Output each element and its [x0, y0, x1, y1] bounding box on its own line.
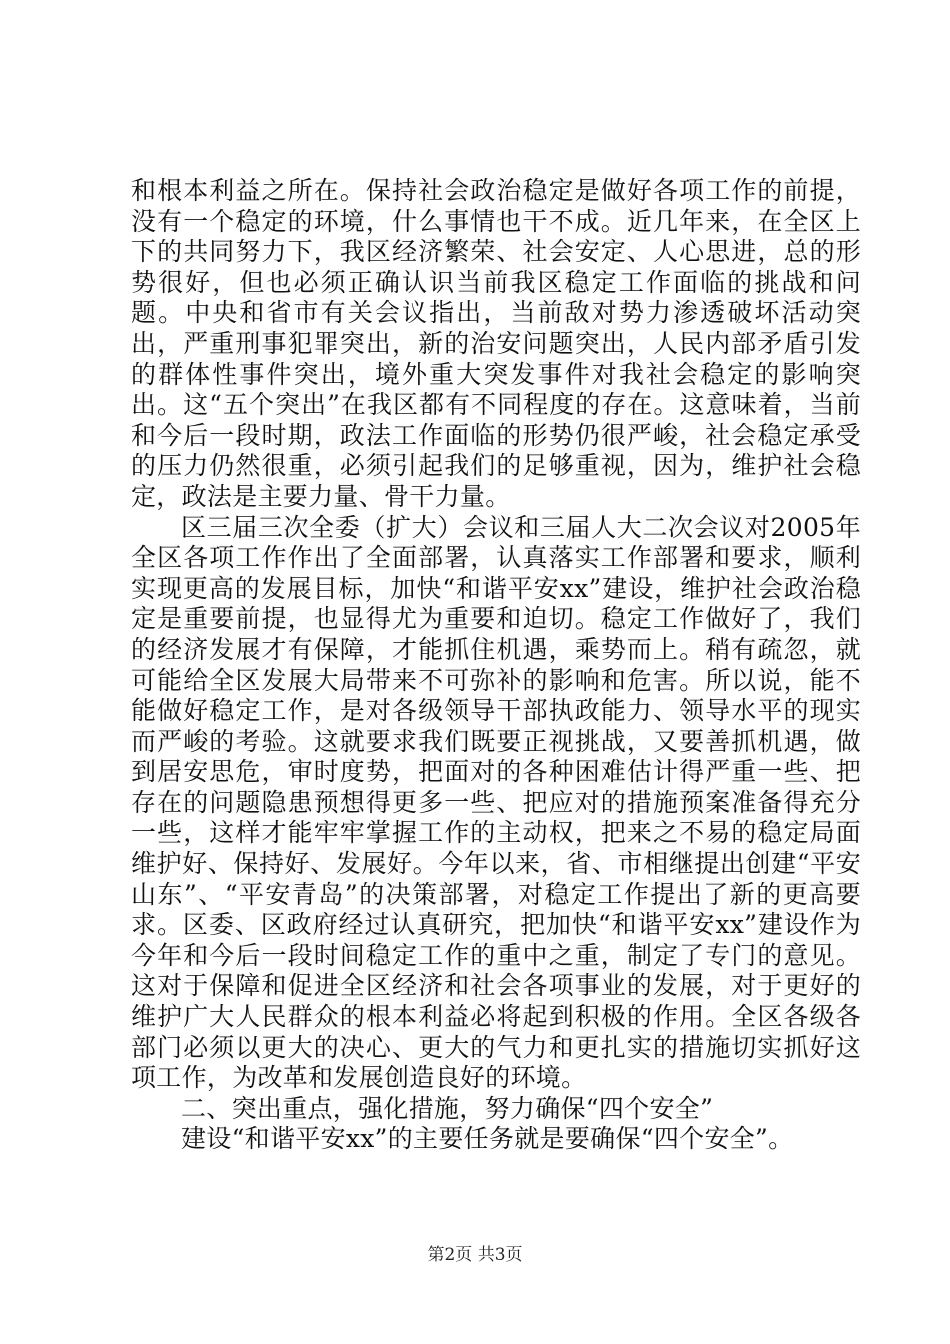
paragraph-continuation: 和根本利益之所在。保持社会政治稳定是做好各项工作的前提，没有一个稳定的环境，什么事情也干不成。近几年来，在全区上下的共同努力下，我区经济繁荣、社会安定、人心思进，总的形势很好，但也必须正确认识当前我区稳定工作面临的挑战和问题。中央和省市有关会议指出，当前敌对势力渗透破坏活动突出，严重刑事犯罪突出，新的治安问题突出，人民内部矛盾引发的群体性事件突出，境外重大突发事件对我社会稳定的影响突出。这“五个突出”在我区都有不同程度的存在。这意味着，当前和今后一段时期，政法工作面临的形势仍很严峻，社会稳定承受的压力仍然很重，必须引起我们的足够重视，因为，维护社会稳定，政法是主要力量、骨干力量。	[131, 176, 861, 511]
page-footer: 第2页 共3页	[427, 1245, 523, 1265]
paragraph-deployment: 区三届三次全委（扩大）会议和三届人大二次会议对2005年全区各项工作作出了全面部署，认真落实工作部署和要求，顺利实现更高的发展目标，加快“和谐平安xx”建设，维护社会政治稳定是重要前提，也显得尤为重要和迫切。稳定工作做好了，我们的经济发展才有保障，才能抓住机遇，乘势而上。稍有疏忽，就可能给全区发展大局带来不可弥补的影响和危害。所以说，能不能做好稳定工作，是对各级领导干部执政能力、领导水平的现实而严峻的考验。这就要求我们既要正视挑战，又要善抓机遇，做到居安思危，审时度势，把面对的各种困难估计得严重一些、把存在的问题隐患预想得更多一些、把应对的措施预案准备得充分一些，这样才能牢牢掌握工作的主动权，把来之不易的稳定局面维护好、保持好、发展好。今年以来，省、市相继提出创建“平安山东”、“平安青岛”的决策部署，对稳定工作提出了新的更高要求。区委、区政府经过认真研究，把加快“和谐平安xx”建设作为今年和今后一段时间稳定工作的重中之重，制定了专门的意见。这对于保障和促进全区经济和社会各项事业的发展，对于更好的维护广大人民群众的根本利益必将起到积极的作用。全区各级各部门必须以更大的决心、更大的气力和更扎实的措施切实抓好这项工作，为改革和发展创造良好的环境。	[131, 512, 861, 1093]
document-body	[131, 176, 861, 1155]
section-heading: 二、突出重点，强化措施，努力确保“四个安全”	[181, 1093, 714, 1123]
paragraph-main-task: 建设“和谐平安xx”的主要任务就是要确保“四个安全”。	[181, 1124, 794, 1154]
